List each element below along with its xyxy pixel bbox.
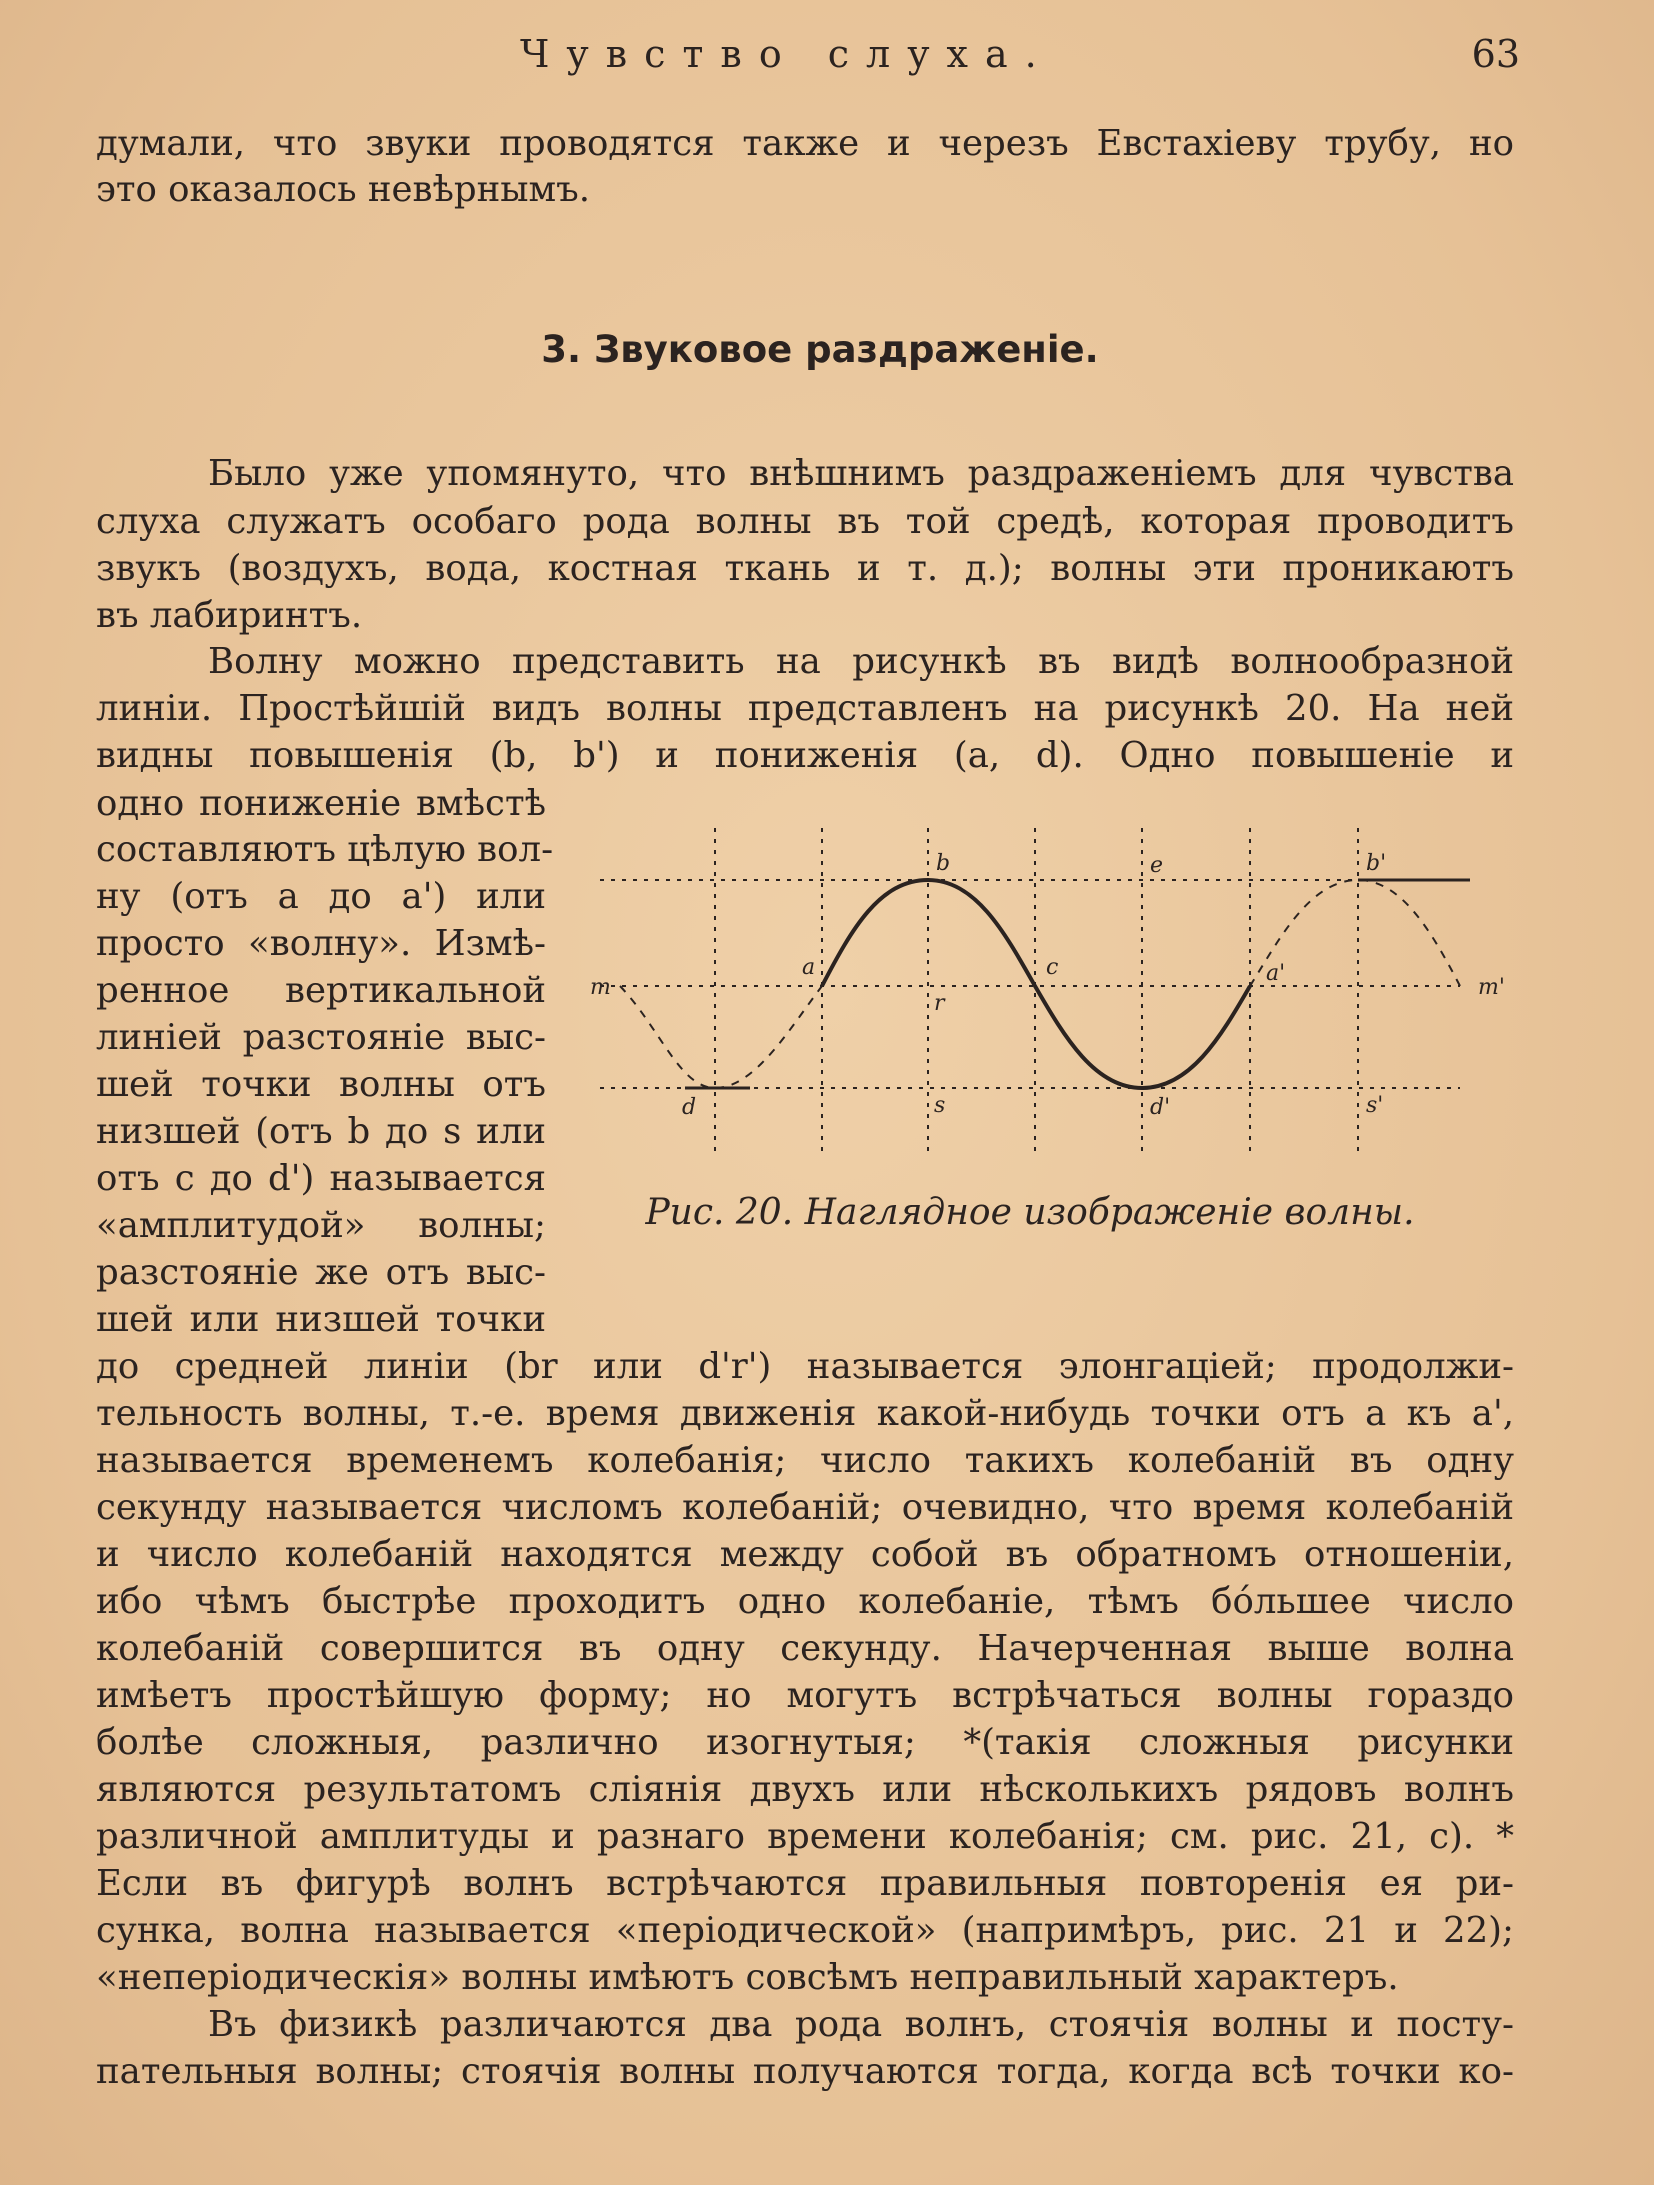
text-line: «непеpіодическія» волны имѣютъ совсѣмъ неправильный характеръ. <box>96 1957 1399 1998</box>
label-e: e <box>1150 853 1164 878</box>
text-line: слуха служатъ особаго рода волны въ той средѣ, которая проводитъ <box>96 501 1514 542</box>
label-b: b <box>936 851 951 876</box>
text-line: различной амплитуды и разнаго времени колебанія; см. рис. 21, c). * <box>96 1816 1514 1857</box>
text-line: шей или низшей точки <box>96 1299 546 1340</box>
label-a-prime: a' <box>1266 961 1286 986</box>
running-head: Чувство слуха. <box>520 32 1054 76</box>
label-s: s <box>934 1093 946 1118</box>
text-line: болѣе сложныя, различно изогнутыя; *(такія сложныя рисунки <box>96 1722 1514 1763</box>
wave-figure <box>590 818 1530 1170</box>
figure-caption: Рис. 20. Наглядное изображеніе волны. <box>645 1192 1415 1233</box>
text-line: низшей (отъ b до s или <box>96 1111 546 1152</box>
text-line: до средней линіи (br или d'r') называется элонгаціей; продолжи- <box>96 1346 1514 1387</box>
text-line: секунду называется числомъ колебаній; очевидно, что время колебаній <box>96 1487 1514 1528</box>
text-line: имѣетъ простѣйшую форму; но могутъ встрѣчаться волны гораздо <box>96 1675 1514 1716</box>
text-line: въ лабиринтъ. <box>96 595 363 636</box>
text-line: это оказалось невѣрнымъ. <box>96 169 591 210</box>
label-a: a <box>802 955 816 980</box>
text-line: тельность волны, т.-е. время движенія какой-нибудь точки отъ a къ a', <box>96 1393 1514 1434</box>
text-line: линіей разстояніе выс- <box>96 1017 546 1058</box>
text-line: составляютъ цѣлую вол- <box>96 829 554 870</box>
text-line: отъ c до d') называется <box>96 1158 546 1199</box>
text-line: ибо чѣмъ быстрѣе проходитъ одно колебаніе, тѣмъ бо́льшее число <box>96 1581 1514 1622</box>
page-number: 63 <box>1471 32 1520 76</box>
text-line: Если въ фигурѣ волнъ встрѣчаются правильныя повторенія ея ри- <box>96 1863 1514 1904</box>
label-d-prime: d' <box>1150 1095 1171 1120</box>
text-line: шей точки волны отъ <box>96 1064 546 1105</box>
label-m: m <box>590 975 611 1000</box>
wave-diagram <box>590 818 1530 1170</box>
text-line: Въ физикѣ различаются два рода волнъ, стоячія волны и посту- <box>208 2004 1514 2045</box>
text-line: звукъ (воздухъ, вода, костная ткань и т. д.); волны эти проникаютъ <box>96 548 1514 589</box>
label-d: d <box>682 1095 697 1120</box>
text-line: Было уже упомянуто, что внѣшнимъ раздраженіемъ для чувства <box>208 453 1514 494</box>
guide-lines <box>600 828 1460 1158</box>
label-b-prime: b' <box>1366 851 1387 876</box>
text-line: являются результатомъ сліянія двухъ или нѣсколькихъ рядовъ волнъ <box>96 1769 1514 1810</box>
wave-dashed-left <box>620 986 822 1088</box>
text-line: одно пониженіе вмѣстѣ <box>96 783 546 824</box>
text-line: ренное вертикальной <box>96 970 546 1011</box>
wave-curve <box>822 880 1250 1088</box>
text-line: Волну можно представить на рисункѣ въ видѣ волнообразной <box>208 641 1514 682</box>
label-s-prime: s' <box>1366 1093 1384 1118</box>
text-line: ну (отъ a до a') или <box>96 876 546 917</box>
text-line: линіи. Простѣйшій видъ волны представленъ на рисункѣ 20. На ней <box>96 688 1514 729</box>
text-line: колебаній совершится въ одну секунду. Начерченная выше волна <box>96 1628 1514 1669</box>
text-line: «амплитудой» волны; <box>96 1205 546 1246</box>
section-title: 3. Звуковое раздраженіе. <box>541 328 1099 371</box>
text-line: видны повышенія (b, b') и пониженія (a, d). Одно повышеніе и <box>96 735 1514 776</box>
text-line: и число колебаній находятся между собой въ обратномъ отношеніи, <box>96 1534 1514 1575</box>
text-line: пательныя волны; стоячія волны получаются тогда, когда всѣ точки ко- <box>96 2051 1514 2092</box>
text-line: сунка, волна называется «періодической» (напримѣръ, рис. 21 и 22); <box>96 1910 1514 1951</box>
label-c: c <box>1046 955 1059 980</box>
text-line: просто «волну». Измѣ- <box>96 923 546 964</box>
label-r: r <box>934 991 945 1016</box>
text-line: называется временемъ колебанія; число такихъ колебаній въ одну <box>96 1440 1514 1481</box>
text-line: думали, что звуки проводятся также и черезъ Евстахіеву трубу, но <box>96 123 1514 164</box>
text-line: разстояніе же отъ выс- <box>96 1252 546 1293</box>
label-m-prime: m' <box>1478 975 1505 1000</box>
